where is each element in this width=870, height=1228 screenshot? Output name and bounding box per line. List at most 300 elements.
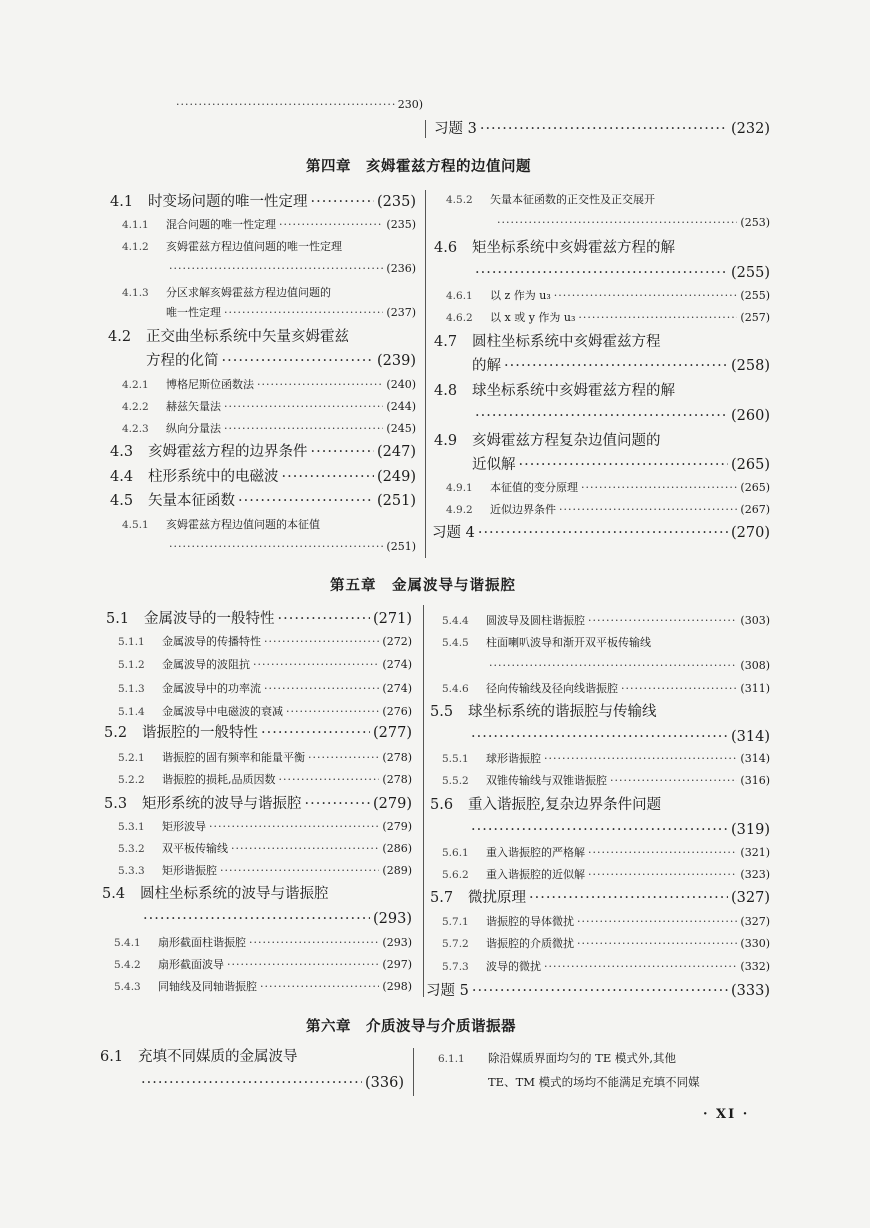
page-number: (267): [740, 503, 770, 516]
page-number: (249): [377, 469, 416, 485]
page-number: (278): [382, 773, 412, 786]
page-number: (232): [731, 121, 770, 137]
toc-entry-4-8-continued[interactable]: [472, 405, 770, 427]
column-divider: [423, 605, 424, 997]
toc-entry-5-5-2[interactable]: [442, 772, 770, 790]
page-number: (255): [740, 289, 770, 302]
toc-entry-5-4-4[interactable]: [442, 612, 770, 630]
toc-entry-4-9-continued[interactable]: [472, 454, 770, 476]
entry-title: 近似边界条件: [490, 503, 556, 516]
toc-entry-5-5-1[interactable]: [442, 750, 770, 768]
toc-entry-5-1-2[interactable]: [118, 656, 412, 674]
leader-dots: [220, 862, 379, 879]
toc-entry-4-2-1[interactable]: [122, 376, 416, 394]
section-number: 5.4.2: [114, 959, 141, 971]
entry-title: 矢量本征函数: [148, 493, 235, 509]
entry-title: 以 x 或 y 作为 u₃: [490, 311, 576, 324]
toc-entry-5-4-6[interactable]: [442, 680, 770, 698]
chapter-6-title[interactable]: 第六章 介质波导与介质谐振器: [306, 1019, 516, 1035]
leader-dots: [249, 934, 379, 951]
section-number: 5.1.2: [118, 659, 145, 671]
leader-dots: [260, 978, 379, 995]
entry-title: 近似解: [472, 457, 516, 473]
entry-title: 径向传输线及径向线谐振腔: [486, 682, 618, 695]
toc-entry-5-4-5-continued[interactable]: [486, 657, 770, 674]
section-number: 5.4.6: [442, 683, 469, 695]
page-number: (311): [740, 682, 770, 695]
section-number: 5.5.2: [442, 775, 469, 787]
toc-entry-5-2-2[interactable]: [118, 771, 412, 789]
toc-entry-5-4-2[interactable]: [114, 956, 412, 974]
leader-dots: [141, 1072, 362, 1094]
page-number: (265): [740, 481, 770, 494]
leader-dots: [497, 214, 737, 231]
leader-dots: [472, 980, 728, 1002]
toc-entry-5-1[interactable]: [106, 608, 412, 630]
page-number: (298): [382, 980, 412, 993]
section-number: 4.2.3: [122, 423, 149, 435]
page-number: (255): [731, 265, 770, 281]
section-number: 5.2: [104, 725, 128, 741]
entry-title: 金属波导中电磁波的衰减: [162, 705, 283, 718]
toc-entry-exercise-4[interactable]: [432, 522, 770, 544]
entry-title: 重入谐振腔的严格解: [486, 846, 585, 859]
toc-entry-5-3-3[interactable]: [118, 862, 412, 880]
page-number: (316): [740, 774, 770, 787]
toc-entry-4-9-2[interactable]: [446, 501, 770, 519]
leader-dots: [559, 501, 737, 518]
toc-entry-5-2-1[interactable]: [118, 749, 412, 767]
toc-entry-4-1-3-continued[interactable]: [166, 304, 416, 321]
toc-entry-4-1-3[interactable]: [122, 284, 416, 302]
leader-dots: [253, 656, 379, 673]
leader-dots: [222, 350, 375, 372]
leader-dots: [577, 935, 737, 952]
toc-entry-4-3[interactable]: [110, 441, 416, 463]
section-number: 4.1: [110, 194, 134, 210]
leader-dots: [264, 633, 379, 650]
section-number: 5.6: [430, 797, 454, 813]
page-number: (236): [386, 262, 416, 275]
column-divider: [425, 190, 426, 558]
leader-dots: [286, 703, 379, 720]
page-number: (240): [386, 378, 416, 391]
section-number: 5.4.3: [114, 981, 141, 993]
section-number: 5.5.1: [442, 753, 469, 765]
page-folio: · XI ·: [703, 1107, 750, 1122]
column-divider: [413, 1048, 414, 1096]
toc-entry-4-1-1[interactable]: [122, 216, 416, 234]
page-number: (257): [740, 311, 770, 324]
entry-title: 扇形截面波导: [158, 958, 224, 971]
leader-dots: [279, 771, 380, 788]
leader-dots: [279, 216, 383, 233]
section-number: 5.7.3: [442, 961, 469, 973]
section-number: 4.5.1: [122, 519, 149, 531]
entry-title: 矩坐标系统中亥姆霍兹方程的解: [472, 240, 675, 256]
page-number: (286): [382, 842, 412, 855]
section-number: 5.6.1: [442, 847, 469, 859]
page-number: (289): [382, 864, 412, 877]
toc-entry-4-9-1[interactable]: [446, 479, 770, 497]
page-number: (244): [386, 400, 416, 413]
entry-title: 方程的化简: [146, 353, 219, 369]
entry-title: 圆柱坐标系统中亥姆霍兹方程: [472, 334, 661, 350]
section-number: 5.1.4: [118, 706, 145, 718]
entry-title: 同轴线及同轴谐振腔: [158, 980, 257, 993]
page-number: (293): [382, 936, 412, 949]
entry-title: 双锥传输线与双锥谐振腔: [486, 774, 607, 787]
entry-title: 金属波导的传播特性: [162, 635, 261, 648]
section-number: 4.9.1: [446, 482, 473, 494]
toc-entry-5-7-1[interactable]: [442, 913, 770, 931]
section-number: 5.5: [430, 704, 454, 720]
entry-title: 亥姆霍兹方程的边界条件: [148, 444, 308, 460]
toc-entry-4-2-2[interactable]: [122, 398, 416, 416]
entry-title: 唯一性定理: [166, 306, 221, 319]
page-number: (247): [377, 444, 416, 460]
leader-dots: [176, 96, 395, 113]
toc-entry-5-7[interactable]: [430, 887, 770, 909]
entry-title: 矢量本征函数的正交性及正交展开: [490, 193, 655, 206]
toc-entry-4-6-2[interactable]: [446, 309, 770, 327]
toc-entry-5-6[interactable]: [430, 794, 770, 816]
section-number: 4.6.1: [446, 290, 473, 302]
leader-dots: [257, 376, 383, 393]
page-number: (293): [373, 911, 412, 927]
section-number: 4.1.3: [122, 287, 149, 299]
toc-entry-5-3-1[interactable]: [118, 818, 412, 836]
entry-title: 博格尼斯位函数法: [166, 378, 254, 391]
entry-title: 习题 4: [432, 525, 475, 541]
leader-dots: [588, 866, 737, 883]
toc-entry-exercise-5[interactable]: [426, 980, 770, 1002]
entry-title: 亥姆霍兹方程边值问题的本征值: [166, 518, 320, 531]
page-number: 230): [397, 98, 423, 111]
toc-entry-4-2-3[interactable]: [122, 420, 416, 438]
section-number: 4.7: [434, 334, 458, 350]
page-number: (319): [731, 822, 770, 838]
entry-title: 时变场问题的唯一性定理: [148, 194, 308, 210]
toc-entry-4-9[interactable]: [434, 430, 770, 452]
entry-title: 双平板传输线: [162, 842, 228, 855]
entry-title: 重入谐振腔,复杂边界条件问题: [468, 797, 662, 813]
section-number: 4.5: [110, 493, 134, 509]
page-number: (235): [377, 194, 416, 210]
page-number: (235): [386, 218, 416, 231]
section-number: 5.3.2: [118, 843, 145, 855]
leader-dots: [519, 454, 729, 476]
entry-title: 混合问题的唯一性定理: [166, 218, 276, 231]
leader-dots: [581, 479, 737, 496]
toc-entry-5-4-1[interactable]: [114, 934, 412, 952]
page-number: (303): [740, 614, 770, 627]
page-number: (239): [377, 353, 416, 369]
page-number: (278): [382, 751, 412, 764]
section-number: 4.9.2: [446, 504, 473, 516]
entry-title: 正交曲坐标系统中矢量亥姆霍兹: [146, 329, 349, 345]
leader-dots: [621, 680, 737, 697]
toc-entry-5-4-continued[interactable]: [140, 908, 412, 930]
column-divider: [425, 120, 426, 138]
page-number: (265): [731, 457, 770, 473]
entry-title: 球坐标系统中亥姆霍兹方程的解: [472, 383, 675, 399]
section-number: 4.4: [110, 469, 134, 485]
toc-entry-5-7-3[interactable]: [442, 958, 770, 976]
toc-entry-continued[interactable]: [173, 96, 423, 113]
page-number: (251): [386, 540, 416, 553]
entry-title: 充填不同媒质的金属波导: [138, 1049, 298, 1065]
entry-title: 谐振腔的介质微扰: [486, 937, 574, 950]
toc-entry-5-3-2[interactable]: [118, 840, 412, 858]
toc-entry-6-1-1[interactable]: [438, 1050, 770, 1068]
entry-title: 纵向分量法: [166, 422, 221, 435]
entry-title: 柱形系统中的电磁波: [148, 469, 279, 485]
entry-title: 重入谐振腔的近似解: [486, 868, 585, 881]
section-number: 5.3: [104, 796, 128, 812]
leader-dots: [588, 612, 737, 629]
leader-dots: [478, 522, 728, 544]
leader-dots: [577, 913, 737, 930]
page-number: (332): [740, 960, 770, 973]
toc-entry-6-1-1-continued[interactable]: [488, 1074, 770, 1091]
section-number: 5.1.3: [118, 683, 145, 695]
leader-dots: [282, 466, 375, 488]
entry-title: 除沿媒质界面均匀的 TE 模式外,其他: [488, 1051, 677, 1065]
entry-title: 习题 5: [426, 983, 469, 999]
page-number: (314): [740, 752, 770, 765]
toc-entry-4-5-2-continued[interactable]: [494, 214, 770, 231]
toc-entry-4-2-continued[interactable]: [146, 350, 416, 372]
leader-dots: [224, 420, 383, 437]
chapter-5-title[interactable]: 第五章 金属波导与谐振腔: [330, 578, 516, 594]
leader-dots: [480, 118, 728, 140]
toc-entry-5-2[interactable]: [104, 722, 412, 744]
section-number: 4.9: [434, 433, 458, 449]
page-number: (327): [740, 915, 770, 928]
entry-title: 赫兹矢量法: [166, 400, 221, 413]
toc-entry-5-7-2[interactable]: [442, 935, 770, 953]
section-number: 4.2: [108, 329, 132, 345]
toc-entry-4-6[interactable]: [434, 237, 770, 259]
page-number: (279): [373, 796, 412, 812]
entry-title: 的解: [472, 358, 501, 374]
leader-dots: [610, 772, 737, 789]
page-number: (314): [731, 729, 770, 745]
toc-entry-4-1-2-continued[interactable]: [166, 260, 416, 277]
leader-dots: [311, 191, 375, 213]
leader-dots: [554, 287, 738, 304]
leader-dots: [471, 726, 728, 748]
section-number: 4.2.1: [122, 379, 149, 391]
leader-dots: [475, 262, 728, 284]
entry-title: 谐振腔的一般特性: [142, 725, 258, 741]
entry-title: 亥姆霍兹方程复杂边值问题的: [472, 433, 661, 449]
toc-entry-4-5[interactable]: [110, 490, 416, 512]
toc-entry-5-1-1[interactable]: [118, 633, 412, 651]
leader-dots: [544, 958, 737, 975]
leader-dots: [311, 441, 375, 463]
leader-dots: [308, 749, 379, 766]
toc-entry-5-1-4[interactable]: [118, 703, 412, 721]
leader-dots: [529, 887, 728, 909]
leader-dots: [169, 260, 383, 277]
toc-entry-4-6-1[interactable]: [446, 287, 770, 305]
entry-title: 矩形波导: [162, 820, 206, 833]
section-number: 5.4: [102, 886, 126, 902]
leader-dots: [588, 844, 737, 861]
leader-dots: [227, 956, 379, 973]
toc-entry-5-6-2[interactable]: [442, 866, 770, 884]
section-number: 5.4.4: [442, 615, 469, 627]
toc-entry-4-1[interactable]: [110, 191, 416, 213]
section-number: 5.6.2: [442, 869, 469, 881]
section-number: 4.3: [110, 444, 134, 460]
leader-dots: [261, 722, 370, 744]
toc-entry-4-6-continued[interactable]: [472, 262, 770, 284]
section-number: 4.6.2: [446, 312, 473, 324]
entry-title: 扇形截面柱谐振腔: [158, 936, 246, 949]
leader-dots: [578, 309, 737, 326]
toc-entry-4-5-2[interactable]: [446, 191, 770, 209]
page-number: (251): [377, 493, 416, 509]
entry-title: 金属波导中的功率流: [162, 682, 261, 695]
section-number: 5.1.1: [118, 636, 145, 648]
section-number: 5.7.1: [442, 916, 469, 928]
page-number: (260): [731, 408, 770, 424]
leader-dots: [209, 818, 379, 835]
page-number: (333): [731, 983, 770, 999]
section-number: 4.6: [434, 240, 458, 256]
leader-dots: [169, 538, 383, 555]
page-number: (276): [382, 705, 412, 718]
page-number: (336): [365, 1075, 404, 1091]
toc-entry-4-5-1[interactable]: [122, 516, 416, 534]
toc-entry-5-4-5[interactable]: [442, 634, 770, 652]
toc-entry-5-4[interactable]: [102, 883, 412, 905]
page-number: (272): [382, 635, 412, 648]
entry-title: 本征值的变分原理: [490, 481, 578, 494]
entry-title: 矩形谐振腔: [162, 864, 217, 877]
section-number: 4.5.2: [446, 194, 473, 206]
leader-dots: [471, 819, 728, 841]
section-number: 5.2.2: [118, 774, 145, 786]
toc-entry-4-2[interactable]: [108, 326, 416, 348]
section-number: 4.8: [434, 383, 458, 399]
section-number: 5.3.3: [118, 865, 145, 877]
page-number: (245): [386, 422, 416, 435]
section-number: 4.2.2: [122, 401, 149, 413]
section-number: 5.3.1: [118, 821, 145, 833]
entry-title: 波导的微扰: [486, 960, 541, 973]
page-number: (297): [382, 958, 412, 971]
entry-title: 圆波导及圆柱谐振腔: [486, 614, 585, 627]
page-number: (271): [373, 611, 412, 627]
entry-title: 谐振腔的损耗,品质因数: [162, 773, 276, 786]
leader-dots: [278, 608, 371, 630]
page-number: (253): [740, 216, 770, 229]
page-number: (327): [731, 890, 770, 906]
leader-dots: [475, 405, 728, 427]
toc-entry-5-1-3[interactable]: [118, 680, 412, 698]
entry-title: 柱面喇叭波导和渐开双平板传输线: [486, 636, 651, 649]
section-number: 6.1: [100, 1049, 124, 1065]
leader-dots: [544, 750, 737, 767]
toc-entry-5-6-continued[interactable]: [468, 819, 770, 841]
entry-title: 谐振腔的导体微扰: [486, 915, 574, 928]
section-number: 5.2.1: [118, 752, 145, 764]
toc-entry-4-4[interactable]: [110, 466, 416, 488]
section-number: 5.4.5: [442, 637, 469, 649]
entry-title: 圆柱坐标系统的波导与谐振腔: [140, 886, 329, 902]
section-number: 4.1.2: [122, 241, 149, 253]
section-number: 5.7: [430, 890, 454, 906]
page-number: (277): [373, 725, 412, 741]
entry-title: 球坐标系统的谐振腔与传输线: [468, 704, 657, 720]
page-number: (321): [740, 846, 770, 859]
page-number: (330): [740, 937, 770, 950]
leader-dots: [224, 398, 383, 415]
page-number: (279): [382, 820, 412, 833]
toc-entry-4-8[interactable]: [434, 380, 770, 402]
section-number: 4.1.1: [122, 219, 149, 231]
page-number: (308): [740, 659, 770, 672]
entry-title: 微扰原理: [468, 890, 526, 906]
leader-dots: [231, 840, 379, 857]
leader-dots: [264, 680, 379, 697]
toc-entry-5-5-continued[interactable]: [468, 726, 770, 748]
entry-title: TE、TM 模式的场均不能满足充填不同媒: [488, 1075, 700, 1089]
toc-entry-4-5-1-continued[interactable]: [166, 538, 416, 555]
toc-entry-5-5[interactable]: [430, 701, 770, 723]
toc-entry-6-1[interactable]: [100, 1046, 404, 1068]
entry-title: 习题 3: [434, 121, 477, 137]
section-number: 5.4.1: [114, 937, 141, 949]
leader-dots: [489, 657, 737, 674]
toc-entry-5-3[interactable]: [104, 793, 412, 815]
entry-title: 分区求解亥姆霍兹方程边值问题的: [166, 286, 331, 299]
toc-entry-4-7-continued[interactable]: [472, 355, 770, 377]
page-number: (323): [740, 868, 770, 881]
chapter-4-title[interactable]: 第四章 亥姆霍兹方程的边值问题: [306, 159, 531, 175]
toc-entry-4-7[interactable]: [434, 331, 770, 353]
section-number: 5.1: [106, 611, 130, 627]
section-number: 5.7.2: [442, 938, 469, 950]
entry-title: 矩形系统的波导与谐振腔: [142, 796, 302, 812]
entry-title: 亥姆霍兹方程边值问题的唯一性定理: [166, 240, 342, 253]
page-number: (274): [382, 682, 412, 695]
toc-entry-6-1-continued[interactable]: [138, 1072, 404, 1094]
entry-title: 金属波导的波阻抗: [162, 658, 250, 671]
section-number: 6.1.1: [438, 1053, 465, 1065]
leader-dots: [224, 304, 383, 321]
entry-title: 以 z 作为 u₃: [490, 289, 551, 302]
page-number: (237): [386, 306, 416, 319]
leader-dots: [238, 490, 374, 512]
leader-dots: [143, 908, 370, 930]
page-number: (270): [731, 525, 770, 541]
toc-entry-4-1-2[interactable]: [122, 238, 416, 256]
leader-dots: [504, 355, 728, 377]
page-number: (274): [382, 658, 412, 671]
toc-entry-5-4-3[interactable]: [114, 978, 412, 996]
entry-title: 球形谐振腔: [486, 752, 541, 765]
toc-entry-5-6-1[interactable]: [442, 844, 770, 862]
toc-entry-exercise-3[interactable]: [434, 118, 770, 140]
page-number: (258): [731, 358, 770, 374]
leader-dots: [305, 793, 371, 815]
entry-title: 谐振腔的固有频率和能量平衡: [162, 751, 305, 764]
